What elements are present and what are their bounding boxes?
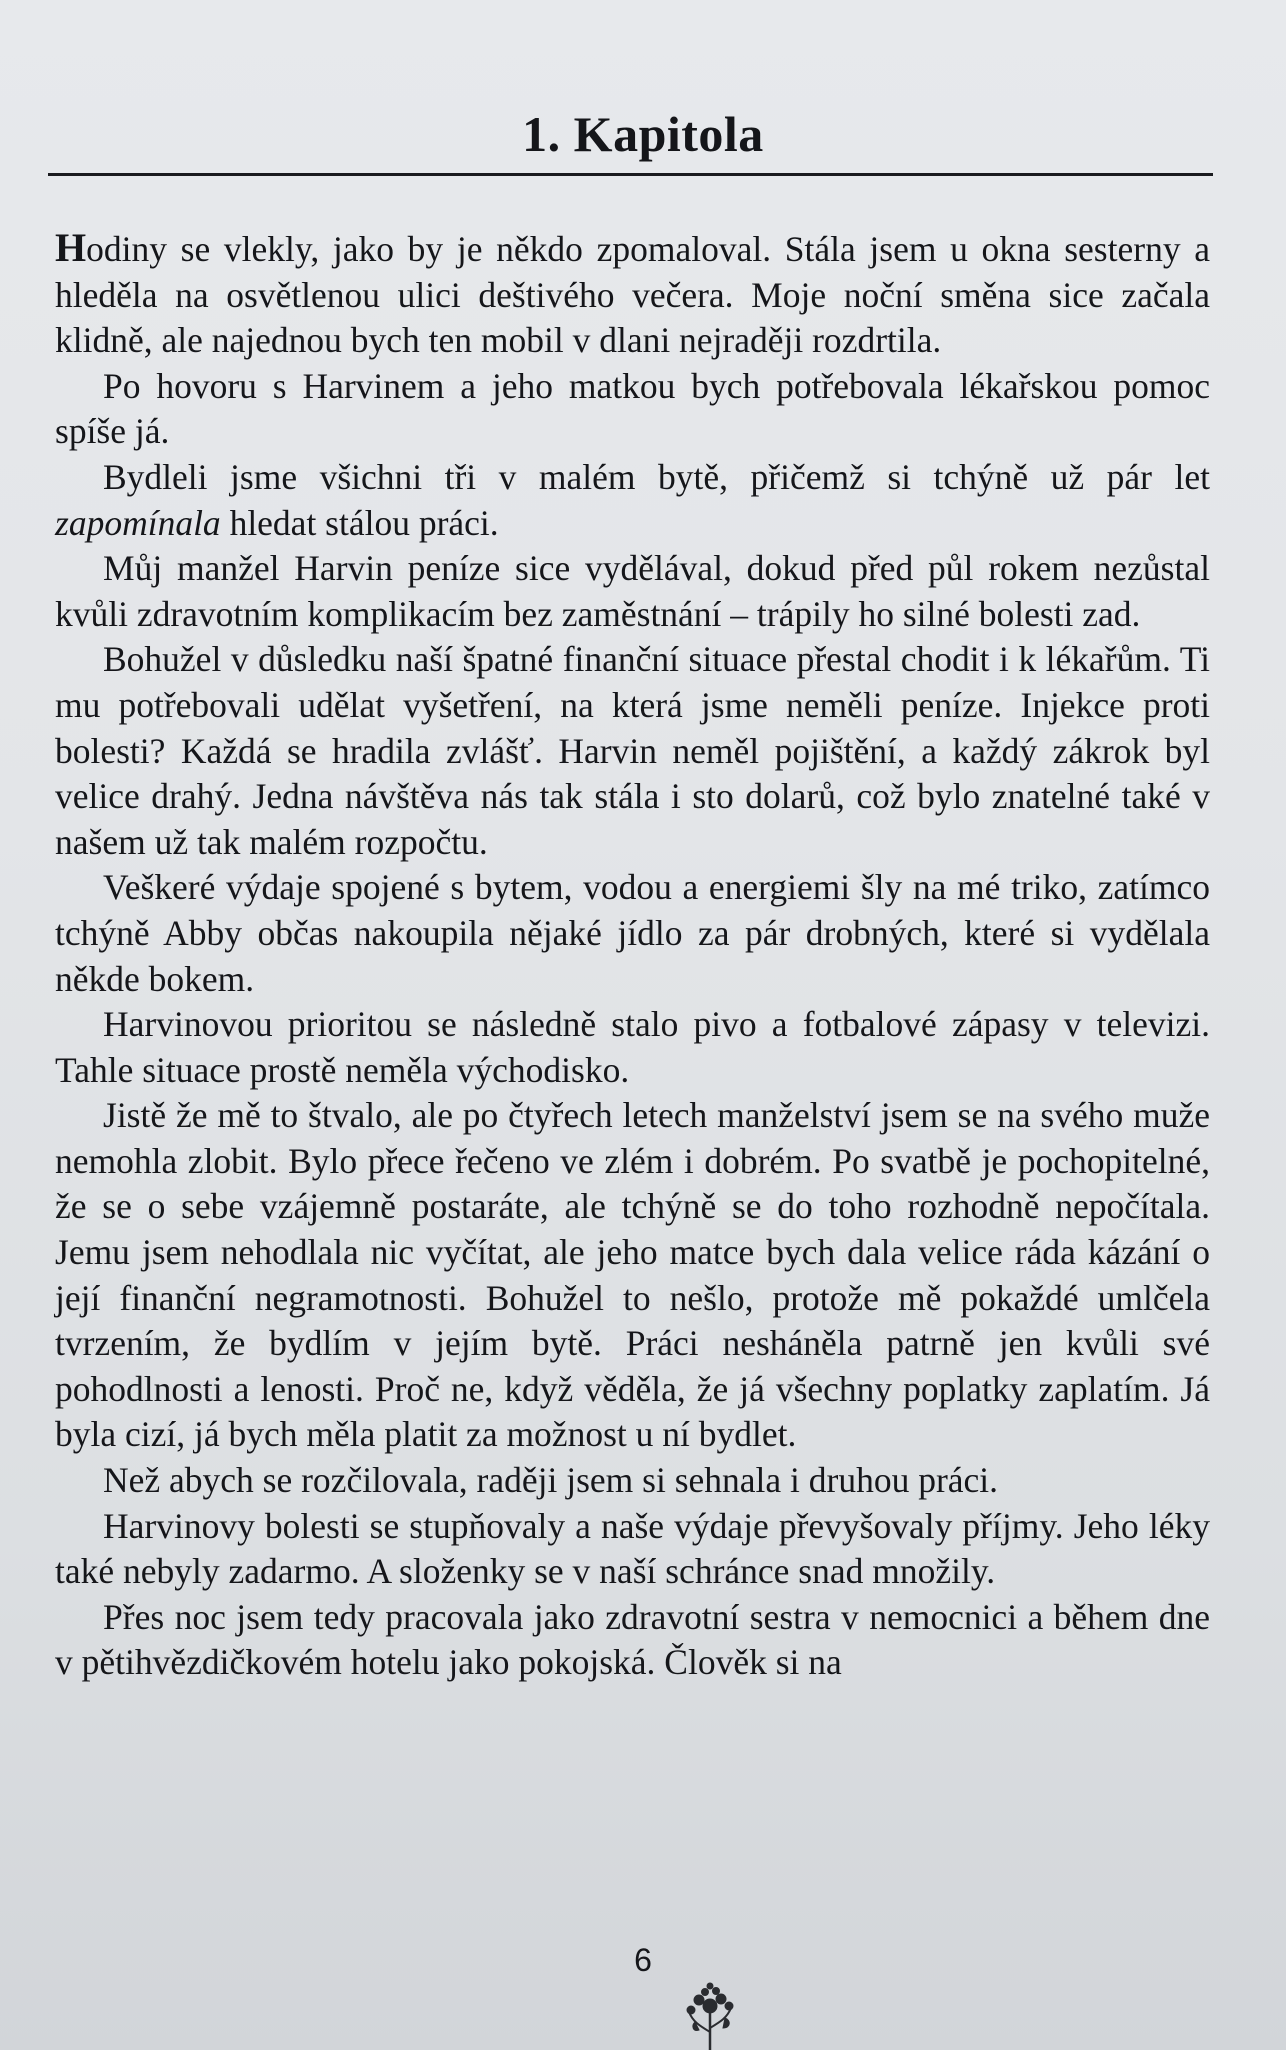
floral-ornament-icon: [685, 1982, 735, 2050]
paragraph-1-text: odiny se vlekly, jako by je někdo zpomaloval. Stála jsem u okna sesterny a hleděla na osvětlenou ulici deštivého večera. Moje noční směna sice začala klidně, ale najednou bych ten mobil v dlani nejraději rozdrtila.: [55, 229, 1210, 361]
paragraph-3: [55, 455, 1210, 546]
paragraph-9: Než abych se rozčilovala, raději jsem si sehnala i druhou práci.: [103, 1460, 999, 1501]
chapter-title: 1. Kapitola: [522, 106, 764, 162]
paragraph-10: Harvinovy bolesti se stupňovaly a naše výdaje převyšovaly příjmy. Jeho léky také nebyly zadarmo. A složenky se v naší schránce snad množily.: [55, 1505, 1210, 1592]
paragraph-5: Bohužel v důsledku naší špatné finanční situace přestal chodit i k lékařům. Ti mu potřebovali udělat vyšetření, na která jsme neměli peníze. Injekce proti bolesti? Každá se hradila zvlášť. Harvin neměl pojištění, a každý zákrok byl velice drahý. Jedna návštěva nás tak stála i sto dolarů, což bylo znatelné také v našem už tak malém rozpočtu.: [55, 639, 1210, 862]
paragraph-3-text-start: Bydleli jsme všichni tři v malém bytě, přičemž si tchýně už pár let: [103, 456, 1210, 497]
paragraph-6: Veškeré výdaje spojené s bytem, vodou a energiemi šly na mé triko, zatímco tchýně Abby občas nakoupila nějaké jídlo za pár drobných, které si vydělala někde bokem.: [55, 867, 1210, 999]
paragraph-11: Přes noc jsem tedy pracovala jako zdravotní sestra v nemocnici a během dne v pětihvězdičkovém hotelu jako pokojská. Člověk si na: [55, 1596, 1210, 1683]
title-underline: [48, 173, 1213, 176]
chapter-body: [55, 225, 1210, 1686]
paragraph-2: Po hovoru s Harvinem a jeho matkou bych potřebovala lékařskou pomoc spíše já.: [55, 365, 1210, 452]
paragraph-1: [55, 225, 1210, 364]
paragraph-3-text-end: hledat stálou práci.: [220, 502, 499, 543]
page-number: 6: [634, 1942, 652, 1978]
paragraph-8: Jistě že mě to štvalo, ale po čtyřech letech manželství jsem se na svého muže nemohla zlobit. Bylo přece řečeno ve zlém i dobrém. Po svatbě je pochopitelné, že se o sebe vzájemně postaráte, ale tchýně se do toho rozhodně nepočítala. Jemu jsem nehodlala nic vyčítat, ale jeho matce bych dala velice ráda kázání o její finanční negramotnosti. Bohužel to nešlo, protože mě pokaždé umlčela tvrzením, že bydlím v jejím bytě. Práci nesháněla patrně jen kvůli své pohodlnosti a lenosti. Proč ne, když věděla, že já všechny poplatky zaplatím. Já byla cizí, já bych měla platit za možnost u ní bydlet.: [55, 1095, 1210, 1455]
paragraph-7: Harvinovou prioritou se následně stalo pivo a fotbalové zápasy v televizi. Tahle situace prostě neměla východisko.: [55, 1004, 1210, 1090]
paragraph-4: Můj manžel Harvin peníze sice vydělával, dokud před půl rokem nezůstal kvůli zdravotním komplikacím bez zaměstnání – trápily ho silné bolesti zad.: [55, 548, 1210, 634]
drop-cap: H: [55, 225, 87, 270]
paragraph-3-italic: zapomínala: [55, 502, 221, 543]
